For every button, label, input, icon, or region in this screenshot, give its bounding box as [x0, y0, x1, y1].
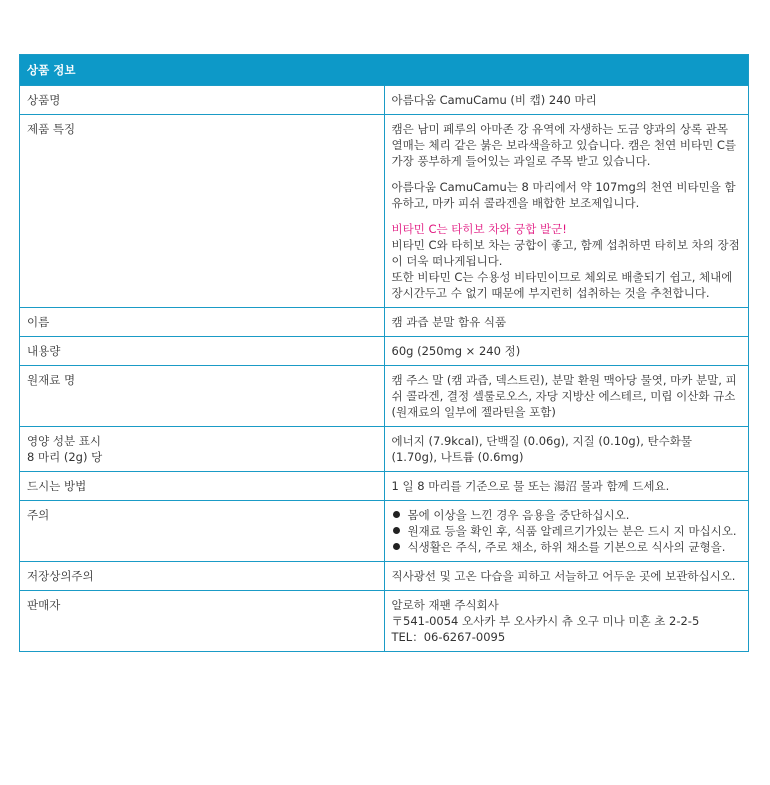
table-row-seller: [20, 591, 749, 652]
features-line: 비타민 C와 타히보 차는 궁합이 좋고, 함께 섭취하면 타히보 차의 장점이 더욱 떠나게됩니다.: [391, 238, 740, 268]
features-highlight: 비타민 C는 타히보 차와 궁합 발군!: [391, 222, 567, 236]
bullet-icon: [393, 543, 400, 550]
table-title: 상품 정보: [20, 55, 749, 86]
row-label: 내용량: [20, 337, 385, 366]
features-paragraph: [392, 221, 742, 301]
table-row-nutrition: [20, 427, 749, 472]
nutrition-label-line: 영양 성분 표시: [27, 434, 101, 448]
list-item: [392, 523, 742, 539]
row-label: 드시는 방법: [20, 472, 385, 501]
contents-value: 60g (250mg × 240 정): [384, 337, 749, 366]
table-row-storage: [20, 562, 749, 591]
table-header-row: [20, 55, 749, 86]
ingredients-value: 캠 주스 말 (캠 과즙, 덱스트린), 분말 환원 맥아당 물엿, 마카 분말, 피쉬 콜라겐, 결정 셀룰로오스, 자당 지방산 에스테르, 미립 이산화 규소 (원재료의 일부에 젤라틴을 포함): [384, 366, 749, 427]
features-paragraph: 아름다움 CamuCamu는 8 마리에서 약 107mg의 천연 비타민을 함유하고, 마카 피쉬 콜라겐을 배합한 보조제입니다.: [391, 180, 736, 210]
row-label: 제품 특징: [20, 115, 385, 308]
features-paragraph: 캠은 남미 페루의 아마존 강 유역에 자생하는 도금 양과의 상록 관목 열매는 체리 같은 붉은 보라색을하고 있습니다. 캠은 천연 비타민 C를 가장 풍부하게 들어있는 과일로 주목 받고 있습니다.: [391, 122, 737, 168]
row-label: 저장상의주의: [20, 562, 385, 591]
row-label: 판매자: [20, 591, 385, 652]
row-label: 원재료 명: [20, 366, 385, 427]
features-value: [384, 115, 749, 308]
table-row-features: [20, 115, 749, 308]
caution-text: 몸에 이상을 느낀 경우 음용을 중단하십시오.: [407, 508, 630, 522]
row-label: 이름: [20, 308, 385, 337]
caution-value: [384, 501, 749, 562]
seller-phone: TEL：06-6267-0095: [391, 630, 506, 644]
product-info-table: [19, 54, 749, 652]
row-label: 상품명: [20, 86, 385, 115]
row-label: [20, 427, 385, 472]
category-value: 캠 과즙 분말 함유 식품: [384, 308, 749, 337]
features-line: 또한 비타민 C는 수용성 비타민이므로 체외로 배출되기 쉽고, 체내에 장시간두고 수 없기 때문에 부지런히 섭취하는 것을 추천합니다.: [391, 270, 733, 300]
caution-text: 원재료 등을 확인 후, 식품 알레르기가있는 분은 드시 지 마십시오.: [407, 524, 737, 538]
storage-value: 직사광선 및 고온 다습을 피하고 서늘하고 어두운 곳에 보관하십시오.: [384, 562, 749, 591]
bullet-icon: [393, 527, 400, 534]
table-row-product-name: [20, 86, 749, 115]
seller-company: 알로하 재팬 주식회사: [391, 598, 499, 612]
caution-list: [392, 507, 742, 555]
list-item: [392, 507, 742, 523]
table-row-usage: [20, 472, 749, 501]
table-row-category: [20, 308, 749, 337]
usage-value: 1 일 8 마리를 기준으로 물 또는 湯沼 물과 함께 드세요.: [384, 472, 749, 501]
table-row-contents: [20, 337, 749, 366]
nutrition-label-line: 8 마리 (2g) 당: [27, 450, 103, 464]
seller-value: [384, 591, 749, 652]
seller-address: 〒541-0054 오사카 부 오사카시 츄 오구 미나 미혼 초 2-2-5: [391, 614, 700, 628]
list-item: [392, 539, 742, 555]
table-row-caution: [20, 501, 749, 562]
nutrition-value: 에너지 (7.9kcal), 단백질 (0.06g), 지질 (0.10g), 탄수화물 (1.70g), 나트륨 (0.6mg): [384, 427, 749, 472]
table-row-ingredients: [20, 366, 749, 427]
caution-text: 식생활은 주식, 주로 채소, 하위 채소를 기본으로 식사의 균형을.: [407, 540, 726, 554]
row-label: 주의: [20, 501, 385, 562]
product-name-value: 아름다움 CamuCamu (비 캡) 240 마리: [384, 86, 749, 115]
bullet-icon: [393, 511, 400, 518]
